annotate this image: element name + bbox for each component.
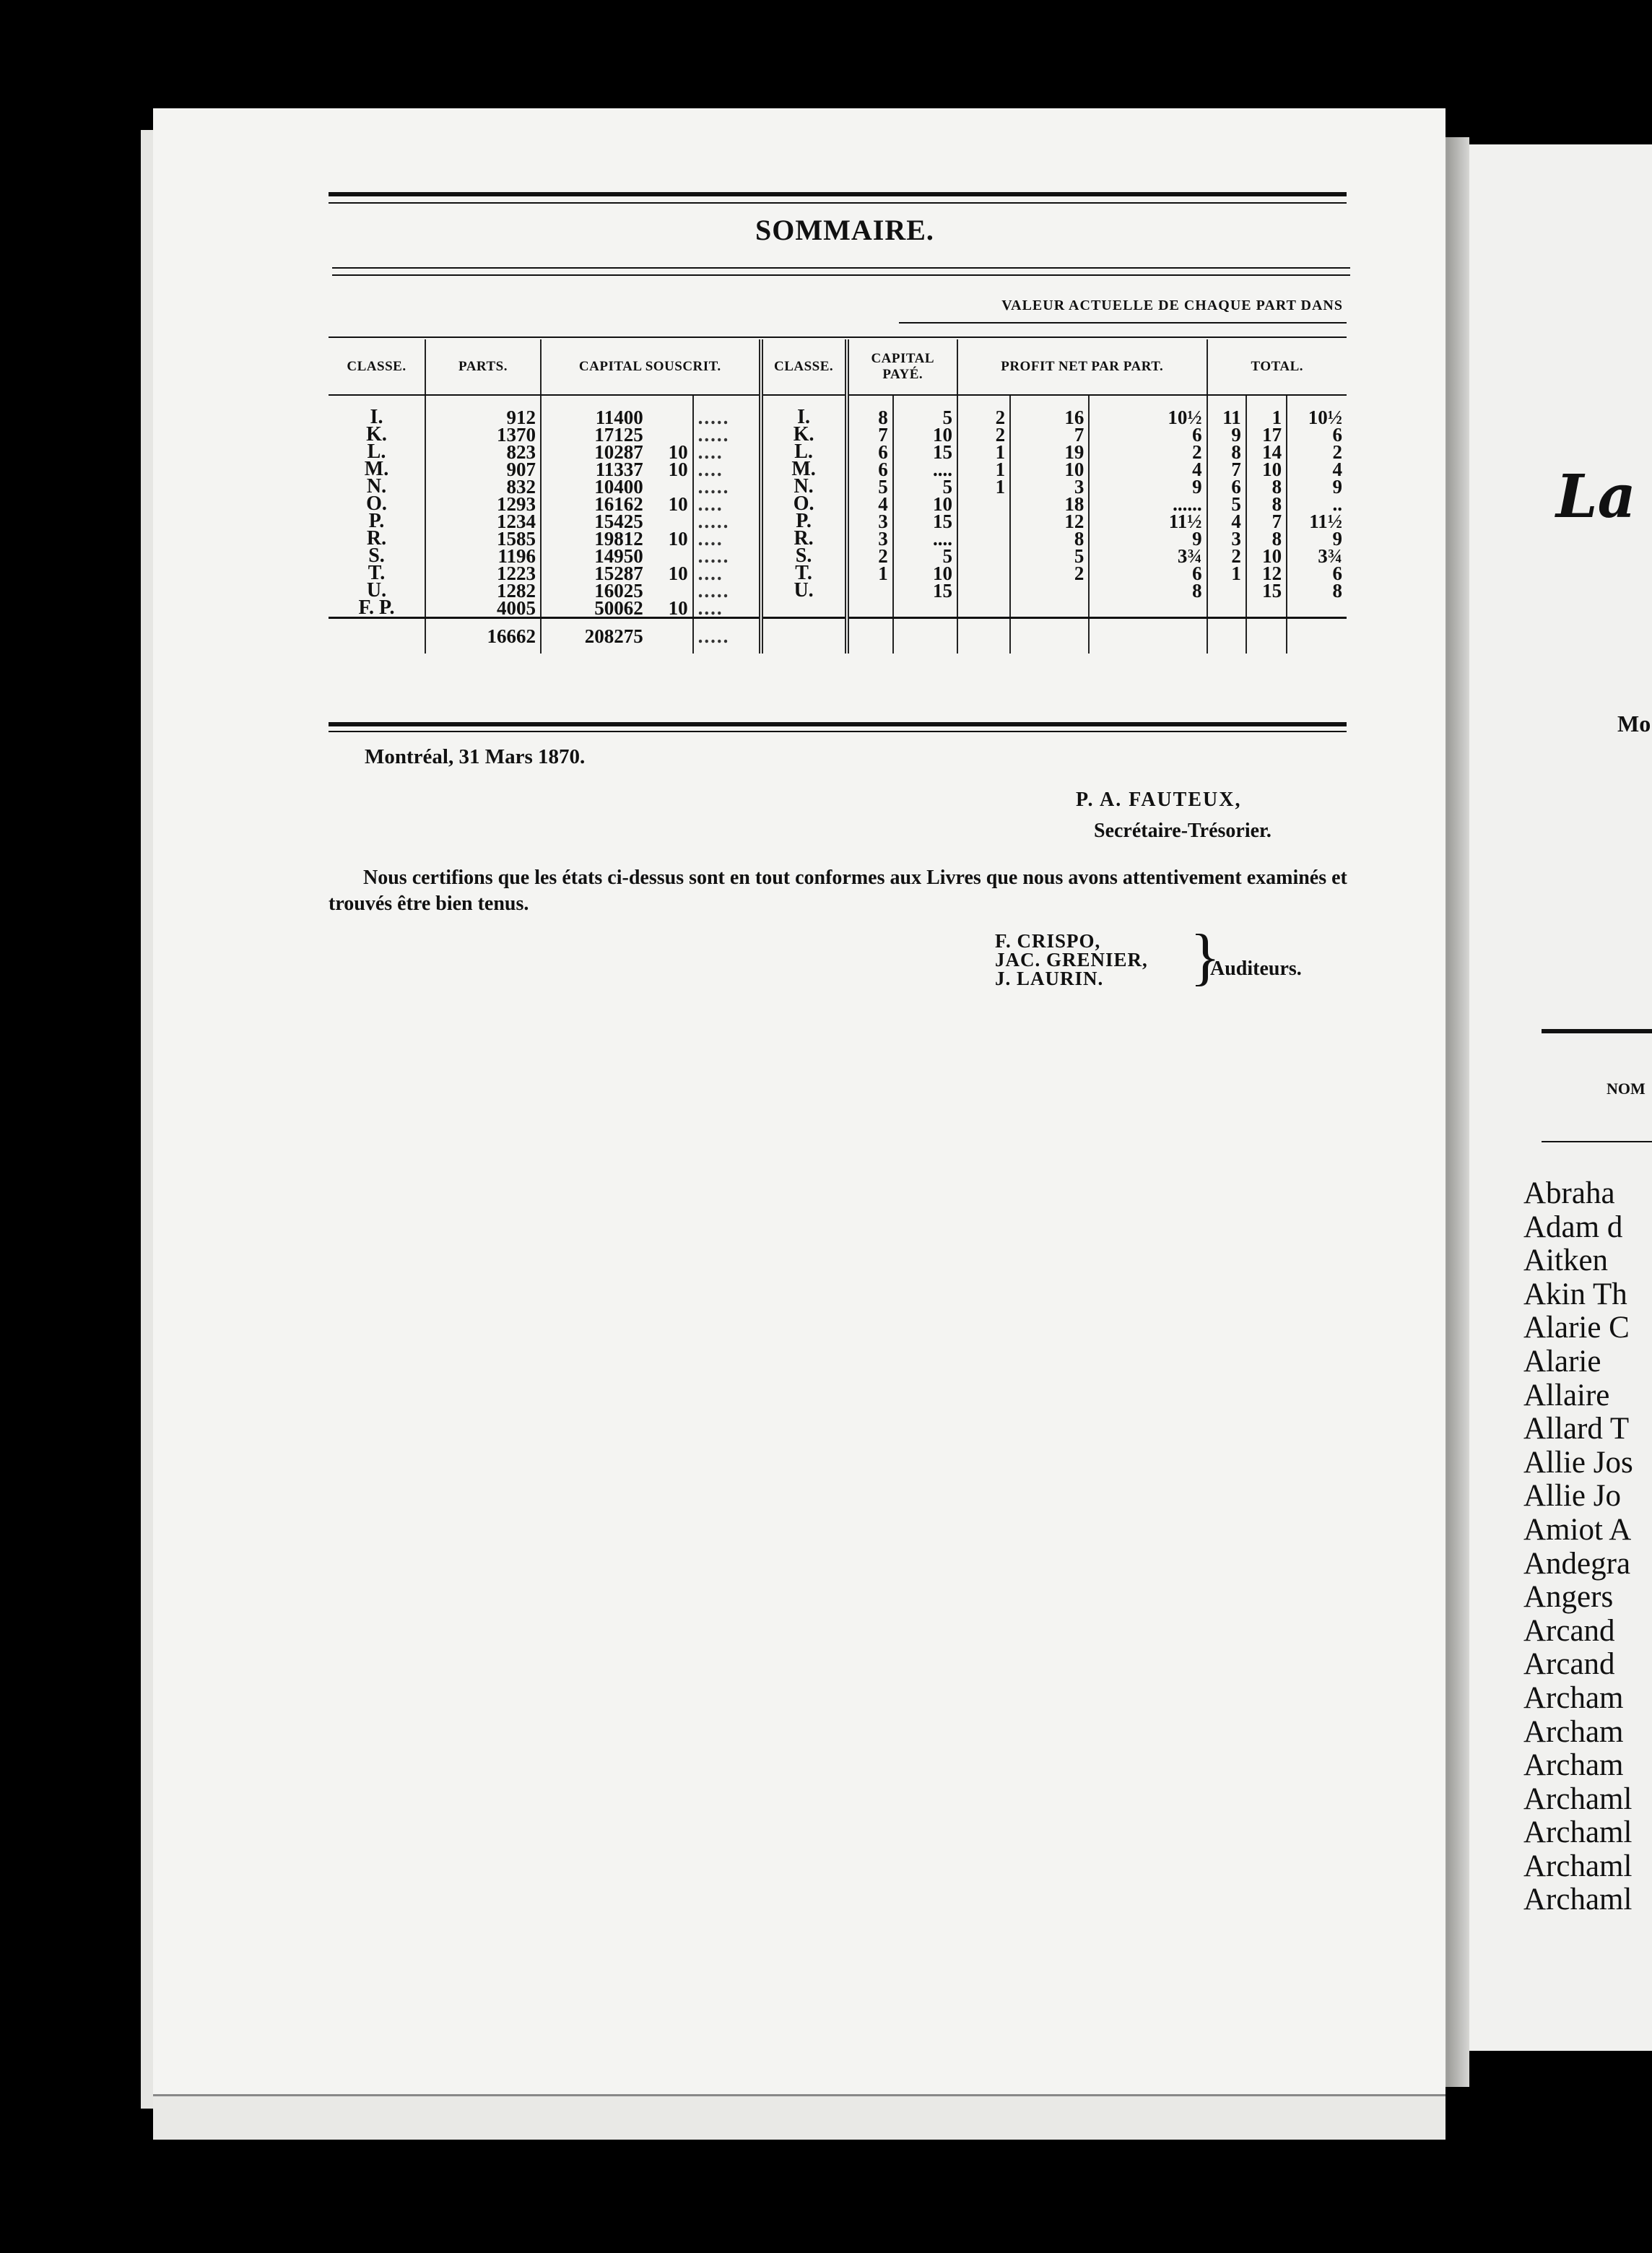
cell-total-pence: 10½ xyxy=(1287,395,1347,426)
table-top-rule xyxy=(329,337,1347,338)
cell-paye-shillings: 10 xyxy=(893,565,957,582)
cell-profit-shillings: 16 xyxy=(1010,395,1089,426)
cell-capital: 50062 xyxy=(541,599,648,618)
cell-paye-pounds: 7 xyxy=(847,426,893,443)
name-entry: Allard T xyxy=(1523,1412,1630,1446)
top-rule xyxy=(329,192,1347,196)
cell-paye-pounds: 6 xyxy=(847,443,893,461)
cell-total-pounds: 4 xyxy=(1207,513,1246,530)
cell-classe-2: M. xyxy=(761,461,847,478)
cell-leader-dots: .... xyxy=(693,530,761,547)
col-header-capital-souscrit: CAPITAL SOUSCRIT. xyxy=(541,339,761,395)
cell-total-pounds: 3 xyxy=(1207,530,1246,547)
certification-text: Nous certifions que les états ci-dessus sont en tout conformes aux Livres que nous avons attentivement examinés et trouvés être bien tenus. xyxy=(329,867,1347,915)
cell-total-pence: 3¾ xyxy=(1287,547,1347,565)
cell-capital: 10287 xyxy=(541,443,648,461)
cell-blank xyxy=(648,618,693,654)
cell-paye-pounds: 1 xyxy=(847,565,893,582)
name-entry: Amiot A xyxy=(1523,1512,1632,1547)
cell-blank xyxy=(1010,618,1089,654)
cell-profit-pence: 9 xyxy=(1089,478,1207,495)
name-entry: Allaire xyxy=(1523,1378,1610,1412)
cell-leader-dots: ..... xyxy=(693,547,761,565)
top-rule-thin xyxy=(329,202,1347,204)
cell-classe: K. xyxy=(366,423,387,446)
right-page-rule-thin xyxy=(1542,1141,1652,1142)
cell-blank xyxy=(1246,618,1287,654)
cell-paye-pounds xyxy=(847,599,893,618)
cell-profit-pounds: 1 xyxy=(957,443,1010,461)
cell-profit-pence: 2 xyxy=(1089,443,1207,461)
name-entry: Archaml xyxy=(1523,1815,1633,1850)
cell-paye-shillings: 15 xyxy=(893,513,957,530)
name-entry: Abraha xyxy=(1523,1176,1615,1210)
auditors-role: Auditeurs. xyxy=(1210,958,1302,980)
cell-paye-shillings: 5 xyxy=(893,395,957,426)
cell-leader-dots: ..... xyxy=(693,478,761,495)
right-page-rule xyxy=(1542,1029,1652,1033)
cell-classe: R. xyxy=(366,527,387,550)
cell-total-pounds: 2 xyxy=(1207,547,1246,565)
cell-blank xyxy=(761,618,847,654)
cell-profit-pence: ...... xyxy=(1089,495,1207,513)
cell-classe-2: K. xyxy=(761,426,847,443)
cell-total-pence: 8 xyxy=(1287,582,1347,599)
cell-profit-pence: 8 xyxy=(1089,582,1207,599)
name-entry: Adam d xyxy=(1523,1210,1623,1244)
cell-total-pounds: 5 xyxy=(1207,495,1246,513)
cell-profit-shillings: 5 xyxy=(1010,547,1089,565)
cell-total-shillings: 8 xyxy=(1246,478,1287,495)
cell-total-pounds xyxy=(1207,599,1246,618)
cell-profit-pence: 9 xyxy=(1089,530,1207,547)
cell-classe: U. xyxy=(366,579,387,602)
cell-blank xyxy=(329,618,425,654)
name-entry: Allie Jo xyxy=(1523,1479,1621,1514)
col-header-classe: CLASSE. xyxy=(329,339,425,395)
cell-paye-shillings: .... xyxy=(893,530,957,547)
cell-total-pence: .. xyxy=(1287,495,1347,513)
cell-total-pounds xyxy=(1207,582,1246,599)
cell-total-shillings: 7 xyxy=(1246,513,1287,530)
cell-parts: 907 xyxy=(425,461,541,478)
cell-classe-2: N. xyxy=(761,478,847,495)
summary-table xyxy=(329,339,1347,654)
cell-leader-dots: ..... xyxy=(693,582,761,599)
cell-total-shillings: 15 xyxy=(1246,582,1287,599)
cell-capital-fraction: 10 xyxy=(668,441,688,463)
cell-capital: 10400 xyxy=(541,478,648,495)
totals-row xyxy=(329,618,1347,654)
cell-total-shillings xyxy=(1246,599,1287,618)
name-entry: Archaml xyxy=(1523,1781,1633,1816)
cell-profit-pence: 6 xyxy=(1089,565,1207,582)
cell-profit-shillings: 7 xyxy=(1010,426,1089,443)
cell-total-shillings: 10 xyxy=(1246,547,1287,565)
place-date: Montréal, 31 Mars 1870. xyxy=(365,745,586,768)
document-title: SOMMAIRE. xyxy=(755,214,934,246)
cell-blank xyxy=(893,618,957,654)
cell-capital-fraction: 10 xyxy=(668,459,688,480)
cell-paye-shillings: 5 xyxy=(893,478,957,495)
name-entry: Archaml xyxy=(1523,1849,1633,1883)
cell-total-shillings: 8 xyxy=(1246,495,1287,513)
name-entry: Archam xyxy=(1523,1714,1624,1749)
cell-paye-shillings xyxy=(893,599,957,618)
cell-paye-pounds: 5 xyxy=(847,478,893,495)
cell-profit-pounds: 1 xyxy=(957,478,1010,495)
cell-leader-dots: ..... xyxy=(693,426,761,443)
cell-leader-dots: .... xyxy=(693,495,761,513)
cell-parts: 1282 xyxy=(425,582,541,599)
cell-profit-pounds xyxy=(957,513,1010,530)
cell-total-shillings: 8 xyxy=(1246,530,1287,547)
cell-total-shillings: 1 xyxy=(1246,395,1287,426)
name-entry: Allie Jos xyxy=(1523,1445,1633,1480)
cell-blank xyxy=(957,618,1010,654)
cell-capital: 16025 xyxy=(541,582,648,599)
col-header-profit: PROFIT NET PAR PART. xyxy=(957,339,1207,395)
cell-total-pence: 6 xyxy=(1287,565,1347,582)
cell-profit-pounds xyxy=(957,530,1010,547)
cell-classe: I. xyxy=(370,406,383,428)
cell-classe-2: U. xyxy=(761,582,847,599)
cell-profit-pounds xyxy=(957,599,1010,618)
cell-capital: 14950 xyxy=(541,547,648,565)
cell-total-pounds: 7 xyxy=(1207,461,1246,478)
cell-leader-dots: .... xyxy=(693,565,761,582)
cell-total-pence: 2 xyxy=(1287,443,1347,461)
cell-parts: 823 xyxy=(425,443,541,461)
cell-capital: 19812 xyxy=(541,530,648,547)
cell-total-shillings: 14 xyxy=(1246,443,1287,461)
cell-classe: L. xyxy=(367,440,386,463)
cell-paye-pounds: 4 xyxy=(847,495,893,513)
auditor-name: J. LAURIN. xyxy=(995,968,1104,989)
cell-total-pence: 4 xyxy=(1287,461,1347,478)
right-page-column-header: NOM xyxy=(1607,1080,1646,1098)
right-page-fragment: Mo xyxy=(1617,711,1651,737)
cell-profit-shillings: 19 xyxy=(1010,443,1089,461)
valeur-heading: VALEUR ACTUELLE DE CHAQUE PART DANS xyxy=(1001,298,1343,313)
auditors-list xyxy=(995,932,1148,988)
cell-profit-pounds xyxy=(957,547,1010,565)
name-entry: Akin Th xyxy=(1523,1277,1627,1311)
cell-classe-2: R. xyxy=(761,530,847,547)
cell-blank xyxy=(1089,618,1207,654)
name-entry: Alarie C xyxy=(1523,1311,1630,1345)
cell-classe: F. P. xyxy=(358,596,395,619)
cell-leader-dots: ..... xyxy=(693,513,761,530)
cell-capital-fraction xyxy=(648,395,693,426)
cell-blank xyxy=(1207,618,1246,654)
cell-classe: P. xyxy=(368,510,385,532)
cell-paye-shillings: 10 xyxy=(893,426,957,443)
cell-total-shillings: 17 xyxy=(1246,426,1287,443)
cell-leader-dots: .... xyxy=(693,443,761,461)
cell-profit-pence: 10½ xyxy=(1089,395,1207,426)
cell-total-pounds: 11 xyxy=(1207,395,1246,426)
cell-total-pence: 11½ xyxy=(1287,513,1347,530)
cell-paye-pounds: 3 xyxy=(847,530,893,547)
cell-leader-dots: .... xyxy=(693,461,761,478)
cell-classe-2: T. xyxy=(761,565,847,582)
cell-paye-pounds: 6 xyxy=(847,461,893,478)
cell-paye-pounds: 3 xyxy=(847,513,893,530)
cell-classe-2 xyxy=(761,599,847,618)
cell-paye-pounds: 2 xyxy=(847,547,893,565)
name-entry: Archam xyxy=(1523,1680,1624,1715)
cell-classe-2: P. xyxy=(761,513,847,530)
cell-capital: 15425 xyxy=(541,513,648,530)
cell-total-shillings: 12 xyxy=(1246,565,1287,582)
auditor-name: JAC. GRENIER, xyxy=(995,949,1148,971)
cell-profit-shillings: 10 xyxy=(1010,461,1089,478)
right-page-heading: La xyxy=(1556,462,1636,531)
cell-leader-dots: ..... xyxy=(693,395,761,426)
cell-capital: 15287 xyxy=(541,565,648,582)
table-header-row xyxy=(329,339,1347,395)
name-entry: Aitken xyxy=(1523,1243,1609,1278)
cell-classe-2: S. xyxy=(761,547,847,565)
cell-paye-shillings: 10 xyxy=(893,495,957,513)
table-row xyxy=(329,599,1347,618)
name-entry: Andegra xyxy=(1523,1546,1631,1581)
cell-capital-fraction: 10 xyxy=(668,563,688,584)
cell-profit-pounds xyxy=(957,495,1010,513)
cell-capital-fraction: 10 xyxy=(668,528,688,550)
name-entry: Archaml xyxy=(1523,1883,1633,1917)
valeur-rule xyxy=(899,322,1347,324)
title-rule-2 xyxy=(332,274,1350,276)
table-row xyxy=(329,395,1347,426)
cell-profit-pounds: 1 xyxy=(957,461,1010,478)
name-entry: Angers xyxy=(1523,1580,1614,1615)
cell-profit-pence: 4 xyxy=(1089,461,1207,478)
cell-total-pounds: 9 xyxy=(1207,426,1246,443)
table-row xyxy=(329,582,1347,599)
table-bottom-rule-thin xyxy=(329,731,1347,732)
cell-profit-pounds xyxy=(957,582,1010,599)
cell-capital-fraction: 10 xyxy=(668,493,688,515)
col-header-parts: PARTS. xyxy=(425,339,541,395)
cell-parts: 1196 xyxy=(425,547,541,565)
cell-paye-shillings: .... xyxy=(893,461,957,478)
cell-capital: 16162 xyxy=(541,495,648,513)
col-header-capital-paye: CAPITAL PAYÉ. xyxy=(847,339,957,395)
cell-profit-shillings: 3 xyxy=(1010,478,1089,495)
cell-total-pence: 6 xyxy=(1287,426,1347,443)
cell-profit-shillings: 12 xyxy=(1010,513,1089,530)
cell-total-pounds: 1 xyxy=(1207,565,1246,582)
cell-paye-shillings: 15 xyxy=(893,443,957,461)
cell-total-pounds: 8 xyxy=(1207,443,1246,461)
cell-total-pence: 9 xyxy=(1287,478,1347,495)
col-header-classe-2: CLASSE. xyxy=(761,339,847,395)
cell-parts: 832 xyxy=(425,478,541,495)
cell-classe: S. xyxy=(368,544,385,567)
name-entry: Archam xyxy=(1523,1748,1624,1783)
cell-total-pence xyxy=(1287,599,1347,618)
name-entry: Alarie xyxy=(1523,1344,1601,1379)
signer-name: P. A. FAUTEUX, xyxy=(1076,789,1242,811)
cell-paye-pounds xyxy=(847,582,893,599)
cell-blank xyxy=(847,618,893,654)
cell-classe: N. xyxy=(366,475,387,498)
right-page-names-list xyxy=(1523,1177,1633,1917)
title-rule xyxy=(332,267,1350,269)
cell-profit-pence: 6 xyxy=(1089,426,1207,443)
cell-parts: 912 xyxy=(425,395,541,426)
cell-total-pence: 9 xyxy=(1287,530,1347,547)
cell-profit-shillings: 8 xyxy=(1010,530,1089,547)
cell-classe: O. xyxy=(366,492,387,515)
page-bottom-edge xyxy=(153,2094,1446,2140)
cell-paye-shillings: 15 xyxy=(893,582,957,599)
table-bottom-rule xyxy=(329,722,1347,726)
cell-classe: M. xyxy=(364,458,389,480)
cell-total-pounds: 6 xyxy=(1207,478,1246,495)
cell-profit-shillings xyxy=(1010,599,1089,618)
cell-capital-fraction: 10 xyxy=(668,597,688,619)
cell-blank xyxy=(1287,618,1347,654)
cell-paye-shillings: 5 xyxy=(893,547,957,565)
cell-parts: 1370 xyxy=(425,426,541,443)
cell-total-capital: 208275 xyxy=(541,618,648,654)
cell-profit-shillings: 2 xyxy=(1010,565,1089,582)
cell-profit-pounds xyxy=(957,565,1010,582)
name-entry: Arcand xyxy=(1523,1647,1615,1682)
cell-total-parts: 16662 xyxy=(425,618,541,654)
cell-profit-pence: 3¾ xyxy=(1089,547,1207,565)
cell-classe-2: L. xyxy=(761,443,847,461)
cell-profit-pounds: 2 xyxy=(957,426,1010,443)
cell-classe-2: I. xyxy=(761,395,847,426)
cell-parts: 4005 xyxy=(425,599,541,618)
cell-profit-shillings xyxy=(1010,582,1089,599)
cell-capital: 11337 xyxy=(541,461,648,478)
cell-profit-pounds: 2 xyxy=(957,395,1010,426)
cell-classe-2: O. xyxy=(761,495,847,513)
cell-parts: 1585 xyxy=(425,530,541,547)
cell-paye-pounds: 8 xyxy=(847,395,893,426)
cell-profit-pence: 11½ xyxy=(1089,513,1207,530)
cell-parts: 1234 xyxy=(425,513,541,530)
cell-leader-dots: .... xyxy=(693,599,761,618)
brace-glyph: } xyxy=(1190,922,1221,992)
signer-title: Secrétaire-Trésorier. xyxy=(1094,820,1271,842)
col-header-total: TOTAL. xyxy=(1207,339,1347,395)
auditor-name: F. CRISPO, xyxy=(995,930,1101,952)
cell-leader-dots: ..... xyxy=(693,618,761,654)
cell-total-shillings: 10 xyxy=(1246,461,1287,478)
cell-parts: 1223 xyxy=(425,565,541,582)
cell-profit-shillings: 18 xyxy=(1010,495,1089,513)
cell-profit-pence xyxy=(1089,599,1207,618)
cell-classe: T. xyxy=(368,562,386,584)
cell-capital: 17125 xyxy=(541,426,648,443)
name-entry: Arcand xyxy=(1523,1613,1615,1648)
cell-parts: 1293 xyxy=(425,495,541,513)
cell-capital: 11400 xyxy=(541,395,648,426)
